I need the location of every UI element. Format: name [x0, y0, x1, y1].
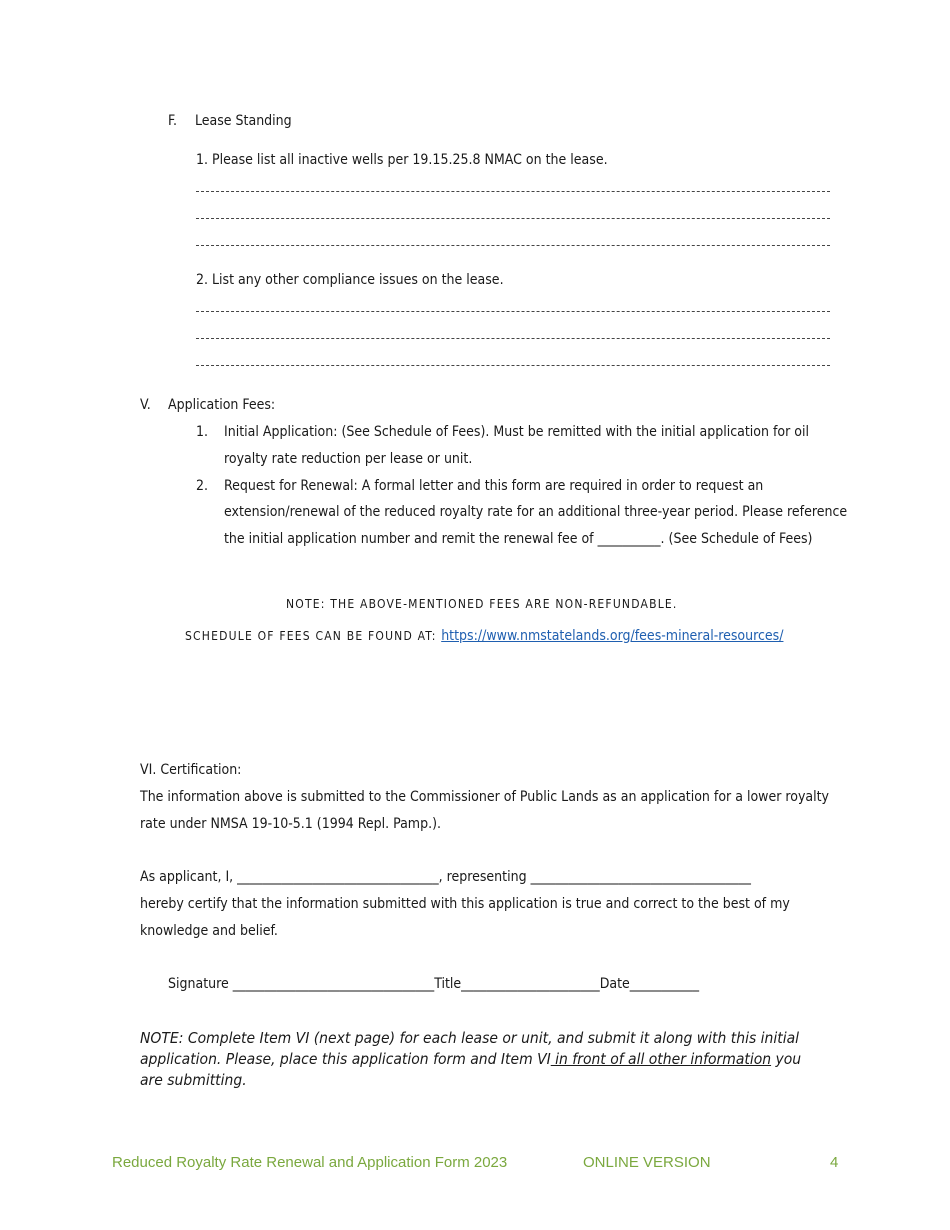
schedule-of-fees-label: SCHEDULE OF FEES CAN BE FOUND AT:: [185, 629, 442, 643]
inactive-wells-question: 1. Please list all inactive wells per 19.15.25.8 NMAC on the lease.: [196, 152, 608, 168]
fee-item-2-number: 2.: [196, 478, 209, 494]
compliance-line-1[interactable]: [196, 311, 830, 312]
section-f-heading: Lease Standing: [195, 113, 292, 129]
certification-para-line-2: rate under NMSA 19-10-5.1 (1994 Repl. Pamp.).: [140, 816, 441, 832]
non-refundable-note: NOTE: THE ABOVE-MENTIONED FEES ARE NON-REFUNDABLE.: [286, 597, 678, 611]
date-label: Date: [599, 976, 630, 992]
footer-version: ONLINE VERSION: [583, 1154, 711, 1171]
fee-item-2-line-2: extension/renewal of the reduced royalty rate for an additional three-year period. Please reference: [224, 504, 848, 520]
signature-row: [168, 975, 699, 993]
closing-note-line-2: [140, 1049, 801, 1070]
closing-note-line-1: NOTE: Complete Item VI (next page) for each lease or unit, and submit it along with this initial: [140, 1029, 799, 1047]
title-label: Title: [434, 976, 462, 992]
fee-item-1-line-1: Initial Application: (See Schedule of Fees). Must be remitted with the initial application for oil: [224, 424, 809, 440]
fee-item-1-number: 1.: [196, 424, 209, 440]
certify-line-2: knowledge and belief.: [140, 923, 278, 939]
applicant-line[interactable]: As applicant, I, ________________________________, representing ___________________________________: [140, 869, 751, 885]
footer-page-number: 4: [830, 1154, 839, 1171]
closing-note-underlined: in front of all other information: [550, 1050, 772, 1068]
section-f-letter: F.: [168, 113, 177, 129]
fee-item-2-line-3: the initial application number and remit the renewal fee of __________. (See Schedule of Fees): [224, 531, 813, 547]
certification-para-line-1: The information above is submitted to the Commissioner of Public Lands as an application for a lower royalty: [140, 789, 830, 805]
section-v-number: V.: [140, 397, 151, 413]
inactive-wells-line-1[interactable]: [196, 191, 830, 192]
compliance-line-3[interactable]: [196, 365, 830, 366]
date-field[interactable]: ___________: [629, 976, 700, 992]
certify-line-1: hereby certify that the information submitted with this application is true and correct to the best of my: [140, 896, 790, 912]
signature-label: Signature: [168, 976, 229, 992]
footer-title: Reduced Royalty Rate Renewal and Application Form 2023: [112, 1154, 508, 1171]
compliance-issues-question: 2. List any other compliance issues on the lease.: [196, 272, 504, 288]
title-field[interactable]: ______________________: [461, 976, 600, 992]
compliance-line-2[interactable]: [196, 338, 830, 339]
closing-note-line-2-start: application. Please, place this application form and Item VI: [140, 1050, 551, 1068]
closing-note-line-2-end: you: [771, 1050, 802, 1068]
signature-field[interactable]: ________________________________: [232, 976, 435, 992]
schedule-of-fees-link[interactable]: https://www.nmstatelands.org/fees-mineral-resources/: [441, 628, 784, 644]
closing-note-line-3: are submitting.: [140, 1071, 247, 1089]
inactive-wells-line-3[interactable]: [196, 245, 830, 246]
inactive-wells-line-2[interactable]: [196, 218, 830, 219]
fee-item-1-line-2: royalty rate reduction per lease or unit.: [224, 451, 473, 467]
section-v-heading: Application Fees:: [168, 397, 276, 413]
fee-item-2-line-1: Request for Renewal: A formal letter and this form are required in order to request an: [224, 478, 764, 494]
certification-heading: VI. Certification:: [140, 762, 242, 778]
schedule-of-fees-line: [185, 628, 783, 644]
